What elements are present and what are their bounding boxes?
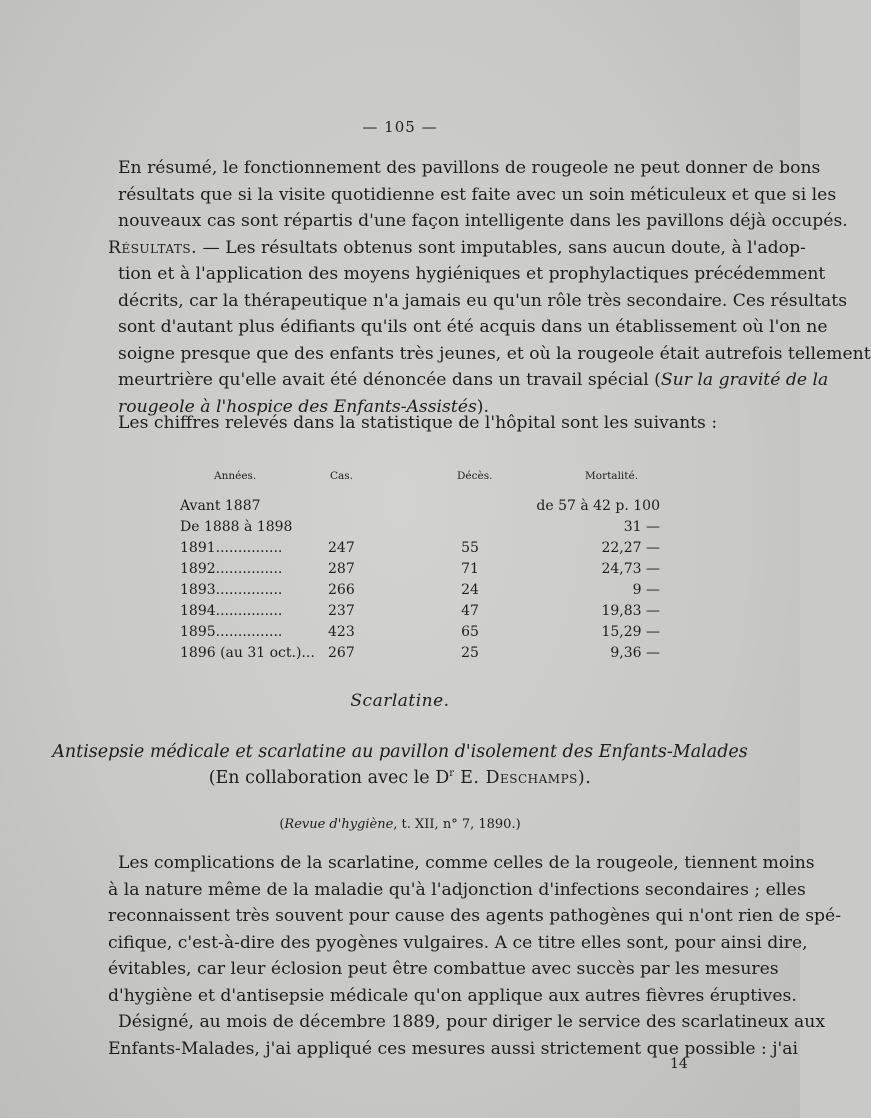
text-line: Les complications de la scarlatine, comme celles de la rougeole, tiennent moins bbox=[118, 853, 815, 873]
text-line bbox=[108, 367, 829, 394]
text-line: d'hygiène et d'antisepsie médicale qu'on applique aux autres fièvres éruptives. bbox=[108, 985, 797, 1006]
text-line: cifique, c'est-à-dire des pyogènes vulgaires. A ce titre elles sont, pour ainsi dire, bbox=[108, 932, 808, 953]
table-row bbox=[180, 540, 660, 561]
cell-deaths: 47 bbox=[461, 603, 479, 619]
article-title: Antisepsie médicale et scarlatine au pavillon d'isolement des Enfants-Malades bbox=[52, 742, 748, 762]
cell-mortality: 19,83 — bbox=[601, 603, 660, 619]
cell-deaths: 24 bbox=[461, 582, 479, 598]
cell-year: De 1888 à 1898 bbox=[180, 519, 293, 535]
header-deaths: Décès. bbox=[457, 470, 493, 482]
citation-title-part2: rougeole à l'hospice des Enfants-Assistés bbox=[118, 396, 477, 417]
text-line: Enfants-Malades, j'ai appliqué ces mesures aussi strictement que possible : j'ai bbox=[108, 1038, 799, 1059]
cell-cases: 267 bbox=[328, 645, 355, 661]
collaboration-line bbox=[0, 768, 800, 788]
collab-prefix: (En collaboration avec le D bbox=[208, 768, 450, 788]
cell-year: 1895............... bbox=[180, 624, 283, 640]
ref-journal: Revue d'hygiène bbox=[284, 817, 394, 832]
text-line: décrits, car la thérapeutique n'a jamais eu qu'un rôle très secondaire. Ces résultats bbox=[118, 290, 848, 311]
table-row bbox=[180, 498, 660, 519]
results-label: Résultats. bbox=[108, 237, 198, 258]
text-line: En résumé, le fonctionnement des pavillons de rougeole ne peut donner de bons bbox=[118, 158, 821, 178]
cell-year: 1894............... bbox=[180, 603, 283, 619]
cell-cases: 287 bbox=[328, 561, 355, 577]
text-line: Désigné, au mois de décembre 1889, pour diriger le service des scarlatineux aux bbox=[118, 1012, 826, 1032]
ref-details: , t. XII, n° 7, 1890.) bbox=[393, 817, 521, 832]
cell-cases: 237 bbox=[328, 603, 355, 619]
collab-sup: r bbox=[449, 768, 455, 780]
cell-deaths: 25 bbox=[461, 645, 479, 661]
table-row bbox=[180, 519, 660, 540]
table-row bbox=[180, 582, 660, 603]
paragraph-scarlatine bbox=[108, 850, 842, 1062]
text-fragment: — Les résultats obtenus sont imputables, sans aucun doute, à l'adop- bbox=[197, 237, 806, 258]
cell-cases: 266 bbox=[328, 582, 355, 598]
cell-year: 1891............... bbox=[180, 540, 283, 556]
cell-deaths: 65 bbox=[461, 624, 479, 640]
text-line: résultats que si la visite quotidienne est faite avec un soin méticuleux et que si les bbox=[118, 184, 837, 205]
signature-mark: 14 bbox=[670, 1056, 688, 1072]
cell-year: 1896 (au 31 oct.)... bbox=[180, 645, 315, 661]
text-line: reconnaissent très souvent pour cause des agents pathogènes qui n'ont rien de spé- bbox=[108, 906, 842, 926]
text-line: tion et à l'application des moyens hygiéniques et prophylactiques précédemment bbox=[118, 264, 826, 284]
section-title: Scarlatine. bbox=[350, 691, 450, 711]
text-line bbox=[108, 235, 806, 262]
table-row bbox=[180, 624, 660, 645]
cell-mortality: 9,36 — bbox=[610, 645, 660, 661]
table-row bbox=[180, 561, 660, 582]
cell-deaths: 71 bbox=[461, 561, 479, 577]
text-line: nouveaux cas sont répartis d'une façon intelligente dans les pavillons déjà occupés. bbox=[118, 211, 848, 231]
cell-year: 1892............... bbox=[180, 561, 283, 577]
statistics-intro: Les chiffres relevés dans la statistique de l'hôpital sont les suivants : bbox=[118, 413, 718, 433]
header-years: Années. bbox=[214, 470, 257, 482]
text-fragment: meurtrière qu'elle avait été dénoncée dans un travail spécial ( bbox=[118, 370, 661, 390]
ref-open: ( bbox=[279, 817, 285, 832]
text-line: évitables, car leur éclosion peut être combattue avec succès par les mesures bbox=[108, 959, 779, 979]
collab-name: E. Deschamps). bbox=[454, 768, 592, 788]
cell-mortality: 31 — bbox=[623, 519, 660, 535]
cell-mortality: 9 — bbox=[632, 582, 660, 598]
table-row bbox=[180, 603, 660, 624]
header-mortality: Mortalité. bbox=[585, 470, 639, 482]
text-fragment: ). bbox=[476, 396, 489, 417]
reference-line bbox=[0, 817, 800, 832]
page-number: — 105 — bbox=[362, 118, 438, 136]
citation-title-part1: Sur la gravité de la bbox=[660, 370, 829, 390]
cell-mortality: 22,27 — bbox=[601, 540, 660, 556]
cell-deaths: 55 bbox=[461, 540, 479, 556]
text-line: sont d'autant plus édifiants qu'ils ont été acquis dans un établissement où l'on ne bbox=[118, 317, 828, 337]
cell-mortality: 24,73 — bbox=[601, 561, 660, 577]
cell-mortality: de 57 à 42 p. 100 bbox=[536, 498, 660, 514]
paragraph-summary bbox=[108, 155, 871, 420]
cell-year: 1893............... bbox=[180, 582, 283, 598]
text-line: à la nature même de la maladie qu'à l'adjonction d'infections secondaires ; elles bbox=[108, 879, 806, 900]
cell-mortality: 15,29 — bbox=[601, 624, 660, 640]
header-cases: Cas. bbox=[330, 470, 354, 482]
text-line: soigne presque que des enfants très jeunes, et où la rougeole était autrefois tellement bbox=[118, 343, 871, 364]
cell-cases: 247 bbox=[328, 540, 355, 556]
cell-cases: 423 bbox=[328, 624, 355, 640]
cell-year: Avant 1887 bbox=[180, 498, 261, 514]
table-row bbox=[180, 645, 660, 666]
